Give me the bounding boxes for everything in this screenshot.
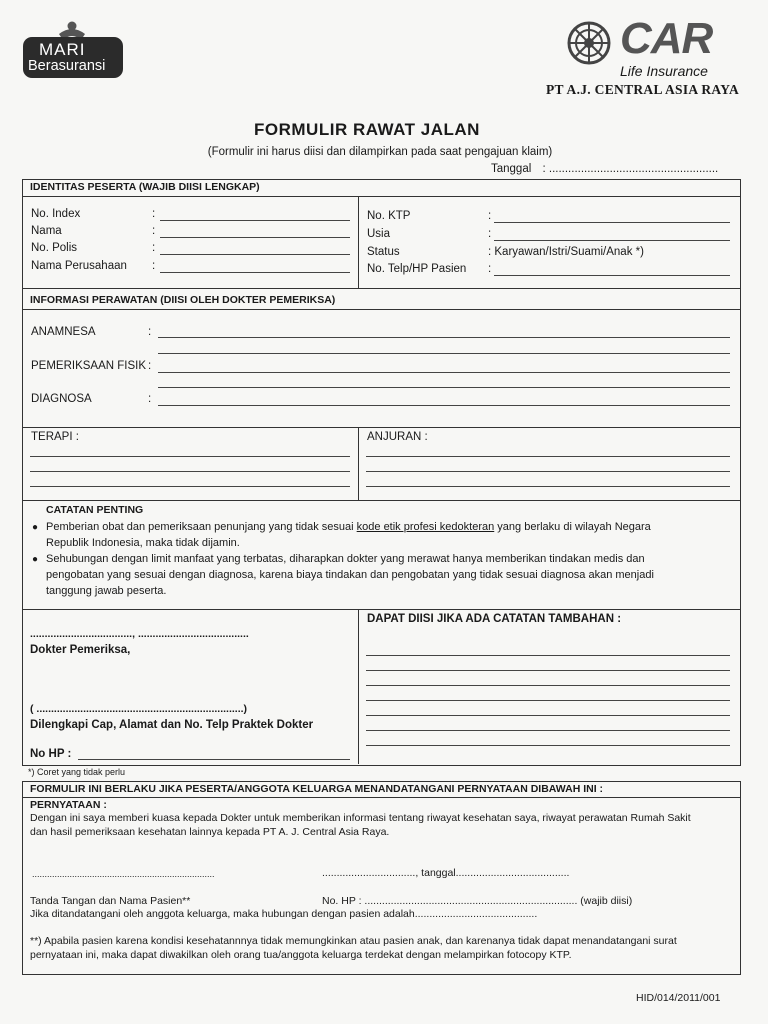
input-nama[interactable]: [160, 237, 350, 238]
label-no-telp: No. Telp/HP Pasien: [367, 263, 467, 275]
tambahan-header: DAPAT DIISI JIKA ADA CATATAN TAMBAHAN :: [367, 613, 622, 625]
doctor-place-date[interactable]: ..................................., ......................................: [30, 628, 249, 640]
form-title: FORMULIR RAWAT JALAN: [254, 120, 480, 139]
mari-berasuransi-logo: [23, 20, 123, 78]
form-code: HID/014/2011/001: [636, 992, 721, 1004]
input-nama-perusahaan[interactable]: [160, 272, 350, 273]
input-diagnosa[interactable]: [158, 405, 730, 406]
input-anjuran[interactable]: [366, 456, 730, 457]
coret-note: *) Coret yang tidak perlu: [28, 767, 126, 777]
label-anjuran: ANJURAN :: [367, 431, 428, 443]
catatan-point-1: Pemberian obat dan pemeriksaan penunjang yang tidak sesuai kode etik profesi kedokteran yang berlaku di wilayah Negara Republik Indonesia, maka tidak dijamin.: [46, 521, 651, 549]
label-anamnesa: ANAMNESA: [31, 326, 96, 338]
place-date-field[interactable]: ................................, tanggal.......................................: [322, 867, 570, 879]
form-subtitle: (Formulir ini harus diisi dan dilampirkan pada saat pengajuan klaim): [207, 146, 553, 158]
input-no-ktp[interactable]: [494, 222, 730, 223]
footnote-2: pernyataan ini, maka dapat diwakilkan oleh orang tua/anggota keluarga terdekat dengan melampirkan fotocopy KTP.: [30, 949, 572, 961]
perawatan-header: INFORMASI PERAWATAN (DIISI OLEH DOKTER PEMERIKSA): [30, 294, 336, 306]
date-label: Tanggal: [491, 163, 532, 175]
input-tambahan[interactable]: [366, 655, 730, 656]
pernyataan-text-1: Dengan ini saya memberi kuasa kepada Dokter untuk memberikan informasi tentang riwayat kesehatan saya, riwayat perawatan Rumah Sakit: [30, 812, 691, 824]
pernyataan-text-2: dan hasil pemeriksaan kesehatan lainnya kepada PT A. J. Central Asia Raya.: [30, 826, 390, 838]
input-no-index[interactable]: [160, 220, 350, 221]
label-status: Status: [367, 246, 400, 258]
patient-nohp-field[interactable]: No. HP : ......................................................................... (wajib diisi): [322, 895, 633, 907]
date-field[interactable]: [491, 163, 718, 175]
label-diagnosa: DIAGNOSA: [31, 393, 92, 405]
label-nama-perusahaan: Nama Perusahaan: [31, 260, 127, 272]
input-no-polis[interactable]: [160, 254, 350, 255]
catatan-header: CATATAN PENTING: [46, 504, 144, 516]
label-no-ktp: No. KTP: [367, 210, 411, 222]
doctor-label: Dokter Pemeriksa,: [30, 644, 131, 656]
input-anamnesa[interactable]: [158, 337, 730, 338]
label-no-polis: No. Polis: [31, 242, 78, 254]
company-name: PT A.J. CENTRAL ASIA RAYA: [546, 82, 740, 97]
car-logo-text: CAR: [620, 14, 713, 63]
input-terapi[interactable]: [30, 456, 350, 457]
status-options[interactable]: : Karyawan/Istri/Suami/Anak *): [488, 246, 644, 258]
doctor-nohp: No HP :: [30, 748, 72, 760]
signature-dots[interactable]: .........................................................................: [32, 869, 215, 879]
input-pemeriksaan-fisik[interactable]: [158, 372, 730, 373]
input-no-telp[interactable]: [494, 275, 730, 276]
catatan-point-2: Sehubungan dengan limit manfaat yang terbatas, diharapkan dokter yang merawat hanya memberikan tindakan medis dan pengobatan yang sesuai dengan diagnosa, karena biaya tindakan dan pengobatan yang tidak sesuai diagnosa akan menjadi tanggung jawab peserta.: [46, 553, 654, 597]
doctor-cap-note: Dilengkapi Cap, Alamat dan No. Telp Praktek Dokter: [30, 719, 314, 731]
ttd-label: Tanda Tangan dan Nama Pasien**: [30, 895, 191, 907]
bullet-icon: ●: [32, 522, 39, 533]
family-relationship-field[interactable]: Jika ditandatangani oleh anggota keluarga, maka hubungan dengan pasien adalah..........................................: [30, 908, 538, 920]
label-pemeriksaan-fisik: PEMERIKSAAN FISIK: [31, 360, 147, 372]
logo-line1: MARI: [39, 40, 86, 59]
input-usia[interactable]: [494, 240, 730, 241]
label-terapi: TERAPI :: [31, 431, 79, 443]
date-fill: : .....................................................: [542, 163, 719, 175]
label-no-index: No. Index: [31, 208, 81, 220]
kode-etik-text: kode etik profesi kedokteran: [356, 521, 495, 533]
pernyataan-title: PERNYATAAN :: [30, 799, 107, 811]
car-wheel-icon: [566, 20, 612, 66]
label-nama: Nama: [31, 225, 62, 237]
input-doctor-nohp[interactable]: [78, 759, 350, 760]
footnote-1: **) Apabila pasien karena kondisi kesehatannnya tidak memungkinkan atau pasien anak, dan karenanya tidak dapat menandatangani surat: [30, 935, 677, 947]
identitas-header: IDENTITAS PESERTA (WAJIB DIISI LENGKAP): [30, 181, 260, 193]
pernyataan-header: FORMULIR INI BERLAKU JIKA PESERTA/ANGGOTA KELUARGA MENANDATANGANI PERNYATAAN DIBAWAH INI :: [30, 783, 604, 795]
logo-line2: Berasuransi: [28, 58, 106, 74]
logo-badge: [23, 37, 123, 78]
doctor-name-field[interactable]: ( .......................................................................): [30, 703, 248, 715]
life-insurance-label: Life Insurance: [620, 63, 708, 79]
label-usia: Usia: [367, 228, 391, 240]
bullet-icon: ●: [32, 554, 39, 565]
